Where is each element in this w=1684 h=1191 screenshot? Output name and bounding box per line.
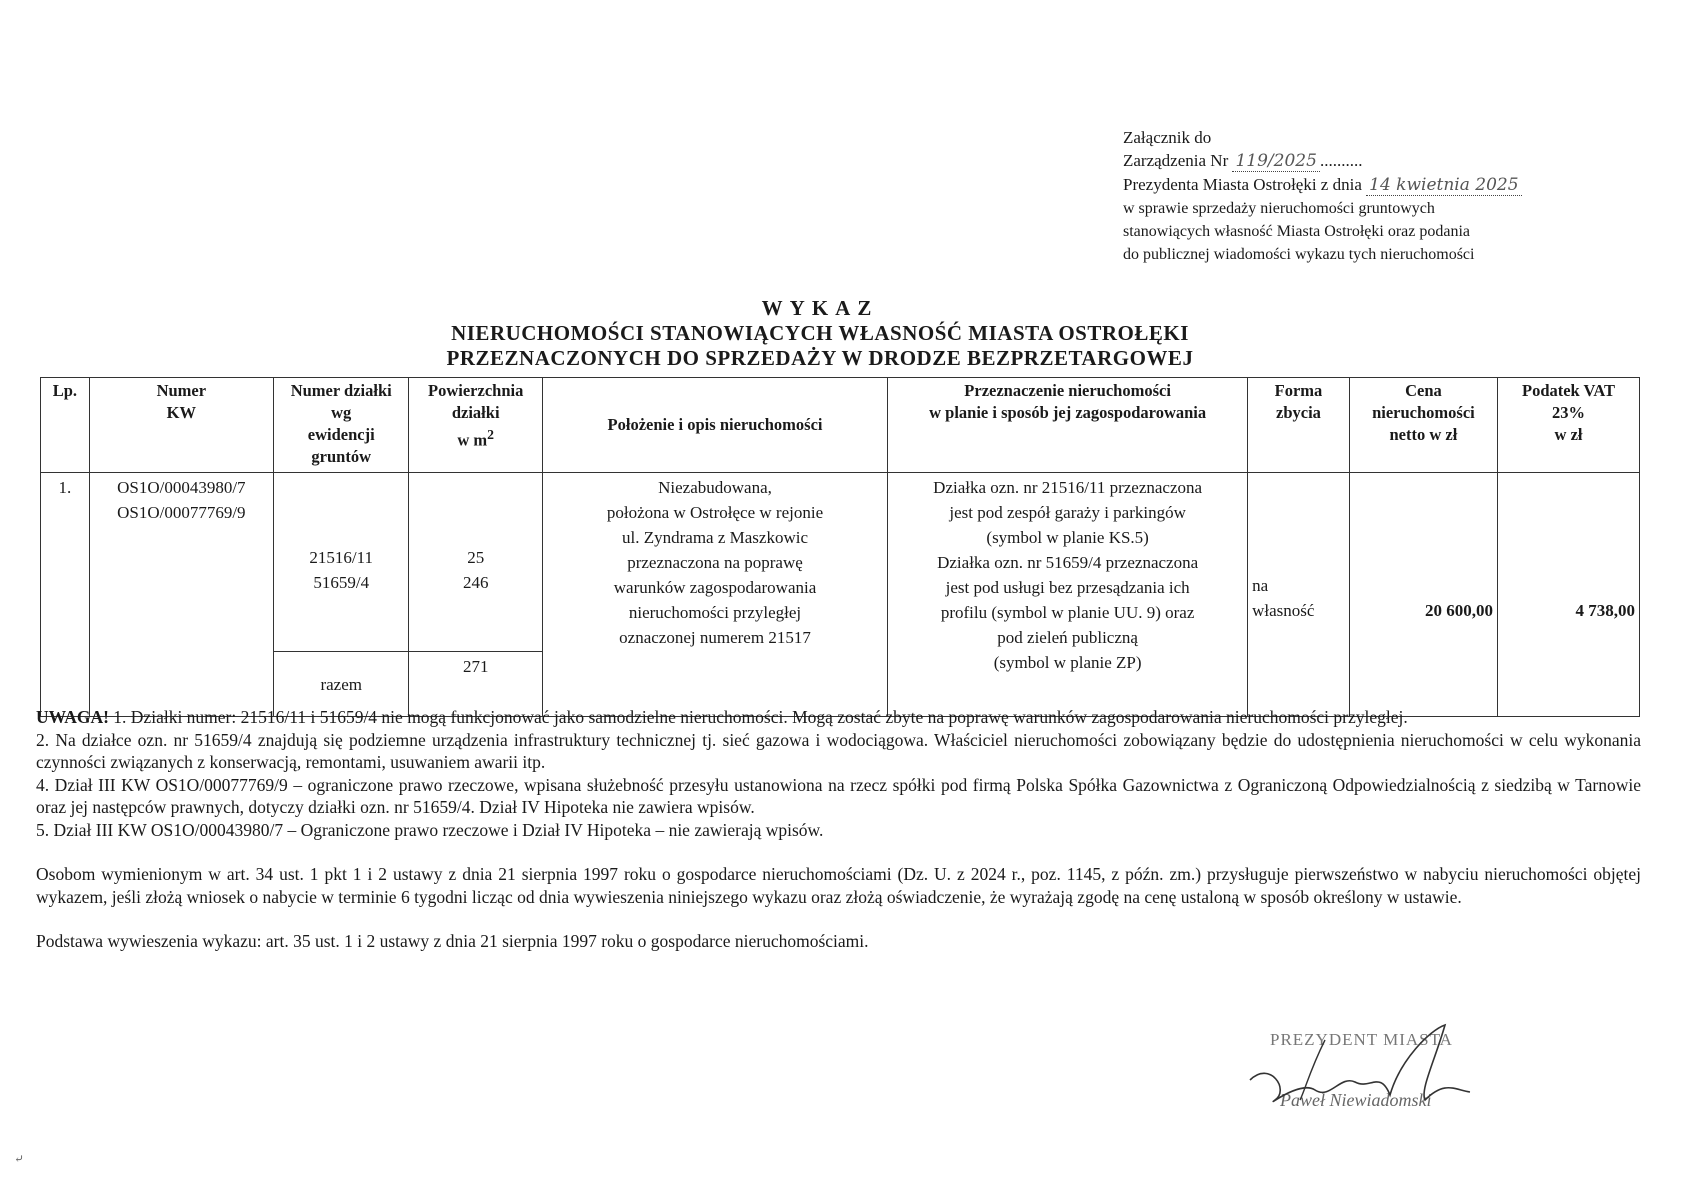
- annex-header: [1123, 126, 1643, 266]
- note-5: 5. Dział III KW OS1O/00043980/7 – Ograniczone prawo rzeczowe i Dział IV Hipoteka – nie zawierają wpisów.: [36, 819, 824, 840]
- cell-kw: OS1O/00043980/7 OS1O/00077769/9: [89, 473, 273, 717]
- header-lp: Lp.: [41, 378, 90, 473]
- property-table: [40, 377, 1640, 717]
- header-kw: Numer KW: [89, 378, 273, 473]
- document-title: [330, 296, 1310, 371]
- table-header-row: [41, 378, 1640, 473]
- note-2: 2. Na działce ozn. nr 51659/4 znajdują się podziemne urządzenia infrastruktury technicznej tj. sieć gazowa i wodociągowa. Właściciel nieruchomości zobowiązany będzie do udostępnienia nieruchomości w celu wykonania czynności związanych z konserwacją, remontami, usuwaniem awarii itp.: [36, 729, 1641, 772]
- header-dzialka: Numer działki wg ewidencji gruntów: [273, 378, 409, 473]
- annex-line-prefix: Zarządzenia Nr: [1123, 151, 1233, 170]
- corner-mark-icon: ⤶: [14, 1152, 25, 1166]
- signature-block: [1230, 1020, 1530, 1130]
- cell-vat: 4 738,00: [1498, 473, 1640, 717]
- annex-line: do publicznej wiadomości wykazu tych nieruchomości: [1123, 246, 1475, 263]
- stamp-title: PREZYDENT MIASTA: [1270, 1030, 1453, 1049]
- cell-przeznaczenie: Działka ozn. nr 21516/11 przeznaczona jest pod zespół garaży i parkingów (symbol w planie KS.5) Działka ozn. nr 51659/4 przeznaczona jest pod usługi bez przesądzania ich profilu (symbol w planie UU. 9) oraz pod zieleń publiczną (symbol w planie ZP): [888, 473, 1248, 717]
- table-row: [41, 473, 1640, 652]
- header-przeznaczenie: Przeznaczenie nieruchomości w planie i sposób jej zagospodarowania: [888, 378, 1248, 473]
- handwritten-date: 14 kwietnia 2025: [1366, 175, 1521, 196]
- uwaga-label: UWAGA!: [36, 707, 109, 727]
- header-vat: Podatek VAT 23% w zł: [1498, 378, 1640, 473]
- handwritten-number: 119/2025: [1232, 151, 1319, 172]
- annex-line: [1123, 149, 1643, 173]
- annex-line: w sprawie sprzedaży nieruchomości gruntowych: [1123, 200, 1435, 217]
- stamp-name: Paweł Niewiadomski: [1280, 1090, 1432, 1110]
- cell-razem-value: 271: [409, 652, 542, 717]
- notes-section: [36, 706, 1641, 953]
- note-4: 4. Dział III KW OS1O/00077769/9 – ograniczone prawo rzeczowe, wpisana służebność przesyłu ustanowiona na rzecz spółki pod firmą Polska Spółka Gazownictwa z Ograniczoną Odpowiedzialnością z siedzibą w Tarnowie oraz jej następców prawnych, dotyczy działki ozn. nr 51659/4. Dział IV Hipoteka nie zawiera wpisów.: [36, 774, 1641, 817]
- cell-dzialka: 21516/11 51659/4: [273, 473, 409, 652]
- annex-dots: ..........: [1319, 151, 1363, 170]
- annex-line: Załącznik do: [1123, 128, 1212, 147]
- title-line: NIERUCHOMOŚCI STANOWIĄCYCH WŁASNOŚĆ MIASTA OSTROŁĘKI: [451, 321, 1189, 345]
- cell-lp: 1.: [41, 473, 90, 717]
- cell-cena: 20 600,00: [1349, 473, 1497, 717]
- header-powierzchnia: Powierzchnia działki w $m^2$: [409, 378, 542, 473]
- handwritten-signature-icon: [1230, 1020, 1530, 1130]
- cell-razem-label: razem: [273, 652, 409, 717]
- legal-basis-paragraph: Podstawa wywieszenia wykazu: art. 35 ust. 1 i 2 ustawy z dnia 21 sierpnia 1997 roku o gospodarce nieruchomościami.: [36, 931, 869, 951]
- header-forma: Forma zbycia: [1248, 378, 1350, 473]
- annex-line-prefix: Prezydenta Miasta Ostrołęki z dnia: [1123, 175, 1367, 194]
- annex-line: [1123, 173, 1643, 197]
- annex-line: stanowiących własność Miasta Ostrołęki oraz podania: [1123, 223, 1471, 240]
- cell-polozenie: Niezabudowana, położona w Ostrołęce w rejonie ul. Zyndrama z Maszkowic przeznaczona na poprawę warunków zagospodarowania nieruchomości przyległej oznaczonej numerem 21517: [542, 473, 887, 717]
- header-cena: Cena nieruchomości netto w zł: [1349, 378, 1497, 473]
- cell-forma: na własność: [1248, 473, 1350, 717]
- priority-paragraph: Osobom wymienionym w art. 34 ust. 1 pkt 1 i 2 ustawy z dnia 21 sierpnia 1997 roku o gospodarce nieruchomościami (Dz. U. z 2024 r., poz. 1145, z późn. zm.) przysługuje pierwszeństwo w nabyciu nieruchomości objętej wykazem, jeśli złożą wniosek o nabycie w terminie 6 tygodni licząc od dnia wywieszenia niniejszego wykazu oraz złożą oświadczenie, że wyrażają zgodę na cenę ustaloną w sposób określony w ustawie.: [36, 864, 1641, 907]
- note-1: UWAGA! 1. Działki numer: 21516/11 i 51659/4 nie mogą funkcjonować jako samodzielne nieruchomości. Mogą zostać zbyte na poprawę warunków zagospodarowania nieruchomości przyległej.: [36, 707, 1408, 727]
- header-polozenie: Położenie i opis nieruchomości: [542, 378, 887, 473]
- title-line: PRZEZNACZONYCH DO SPRZEDAŻY W DRODZE BEZPRZETARGOWEJ: [446, 346, 1194, 370]
- cell-powierzchnia: 25 246: [409, 473, 542, 652]
- title-line: WYKAZ: [761, 296, 879, 320]
